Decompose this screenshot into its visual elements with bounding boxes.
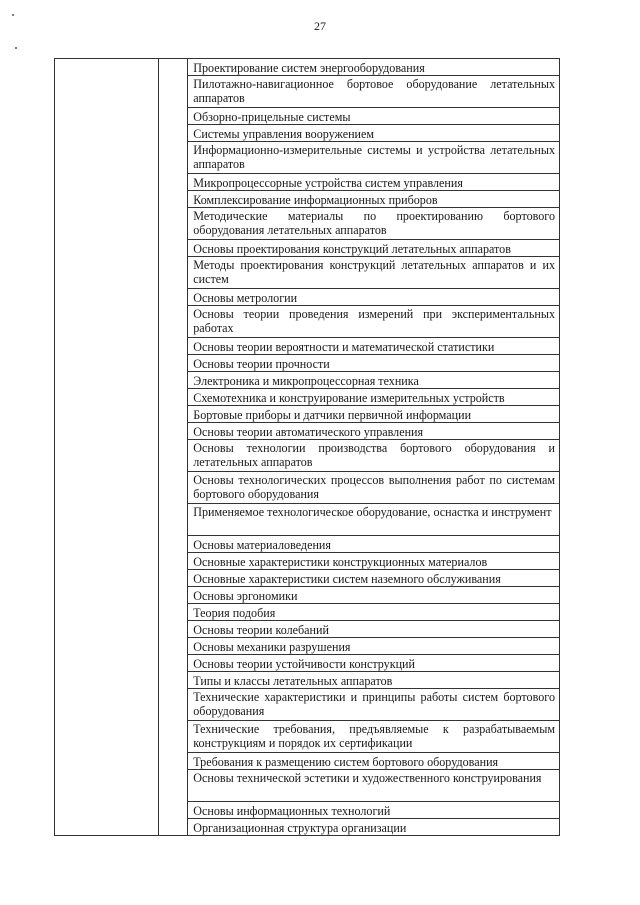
- row-text: Системы управления вооружением: [193, 127, 375, 141]
- table-cell: [188, 672, 560, 689]
- row-text: Основы теории прочности: [193, 357, 330, 371]
- row-text: Основы информационных технологий: [193, 804, 391, 818]
- row-text: Применяемое технологическое оборудование, оснастка и инструмент: [193, 505, 552, 519]
- table-cell: [188, 802, 560, 819]
- row-text: Теория подобия: [193, 606, 276, 620]
- table-cell: [188, 570, 560, 587]
- row-text: Основы технологии производства бортового оборудования и летательных аппаратов: [193, 441, 555, 469]
- table-cell: [188, 406, 560, 423]
- middle-cell: [159, 59, 188, 836]
- table-cell: [188, 306, 560, 338]
- table-cell: [188, 108, 560, 125]
- table-cell: [188, 536, 560, 553]
- table-row: [55, 59, 560, 76]
- row-text: Требования к размещению систем бортового оборудования: [193, 755, 499, 769]
- row-text: Основы технологических процессов выполнения работ по системам бортового оборудования: [193, 473, 555, 501]
- row-text: Методы проектирования конструкций летательных аппаратов и их систем: [193, 258, 555, 286]
- table-cell: [188, 125, 560, 142]
- row-text: Основные характеристики конструкционных материалов: [193, 555, 488, 569]
- row-text: Информационно-измерительные системы и устройства летательных аппаратов: [193, 143, 555, 171]
- table-cell: [188, 504, 560, 536]
- row-text: Основы теории проведения измерений при экспериментальных работах: [193, 307, 555, 335]
- row-text: Технические требования, предъявляемые к разрабатываемым конструкциям и порядок их сертификации: [193, 722, 555, 750]
- table-cell: [188, 721, 560, 753]
- table-cell: [188, 553, 560, 570]
- table-cell: [188, 355, 560, 372]
- row-text: Микропроцессорные устройства систем управления: [193, 176, 463, 190]
- table-cell: [188, 753, 560, 770]
- row-text: Основы эргономики: [193, 589, 298, 603]
- row-text: Типы и классы летательных аппаратов: [193, 674, 393, 688]
- scan-speck: [15, 47, 17, 49]
- table-cell: [188, 372, 560, 389]
- left-cell: [55, 59, 159, 836]
- row-text: Основы метрологии: [193, 291, 298, 305]
- row-text: Основы теории автоматического управления: [193, 425, 424, 439]
- table-cell: [188, 240, 560, 257]
- table-cell: [188, 389, 560, 406]
- row-text: Схемотехника и конструирование измерительных устройств: [193, 391, 505, 405]
- table-cell: [188, 621, 560, 638]
- table-cell: [188, 472, 560, 504]
- page-number: 27: [314, 19, 326, 33]
- table-cell: [188, 208, 560, 240]
- table-cell: [188, 59, 560, 76]
- row-text: Методические материалы по проектированию бортового оборудования летательных аппаратов: [193, 209, 555, 237]
- row-text: Комплексирование информационных приборов: [193, 193, 438, 207]
- row-text: Основы технической эстетики и художественного конструирования: [193, 771, 542, 785]
- row-text: Основные характеристики систем наземного обслуживания: [193, 572, 501, 586]
- row-text: Основы проектирования конструкций летательных аппаратов: [193, 242, 511, 256]
- row-text: Основы теории устойчивости конструкций: [193, 657, 415, 671]
- table-cell: [188, 689, 560, 721]
- row-text: Технические характеристики и принципы работы систем бортового оборудования: [193, 690, 555, 718]
- row-text: Пилотажно-навигационное бортовое оборудование летательных аппаратов: [193, 77, 555, 105]
- row-text: Бортовые приборы и датчики первичной информации: [193, 408, 472, 422]
- row-text: Организационная структура организации: [193, 821, 407, 835]
- table-cell: [188, 257, 560, 289]
- row-text: Основы теории вероятности и математической статистики: [193, 340, 495, 354]
- table-cell: [188, 76, 560, 108]
- table-cell: [188, 770, 560, 802]
- scan-speck: [12, 14, 14, 16]
- table-cell: [188, 604, 560, 621]
- table-cell: [188, 423, 560, 440]
- table-cell: [188, 819, 560, 836]
- table-cell: [188, 440, 560, 472]
- table-cell: [188, 142, 560, 174]
- table-cell: [188, 174, 560, 191]
- table-body: [55, 59, 560, 836]
- table-cell: [188, 638, 560, 655]
- row-text: Электроника и микропроцессорная техника: [193, 374, 419, 388]
- table-cell: [188, 655, 560, 672]
- row-text: Основы механики разрушения: [193, 640, 351, 654]
- table-cell: [188, 191, 560, 208]
- row-text: Проектирование систем энергооборудования: [193, 61, 425, 75]
- table-cell: [188, 587, 560, 604]
- competency-table: [54, 58, 560, 836]
- row-text: Основы материаловедения: [193, 538, 331, 552]
- table-cell: [188, 289, 560, 306]
- table-cell: [188, 338, 560, 355]
- row-text: Обзорно-прицельные системы: [193, 110, 351, 124]
- row-text: Основы теории колебаний: [193, 623, 329, 637]
